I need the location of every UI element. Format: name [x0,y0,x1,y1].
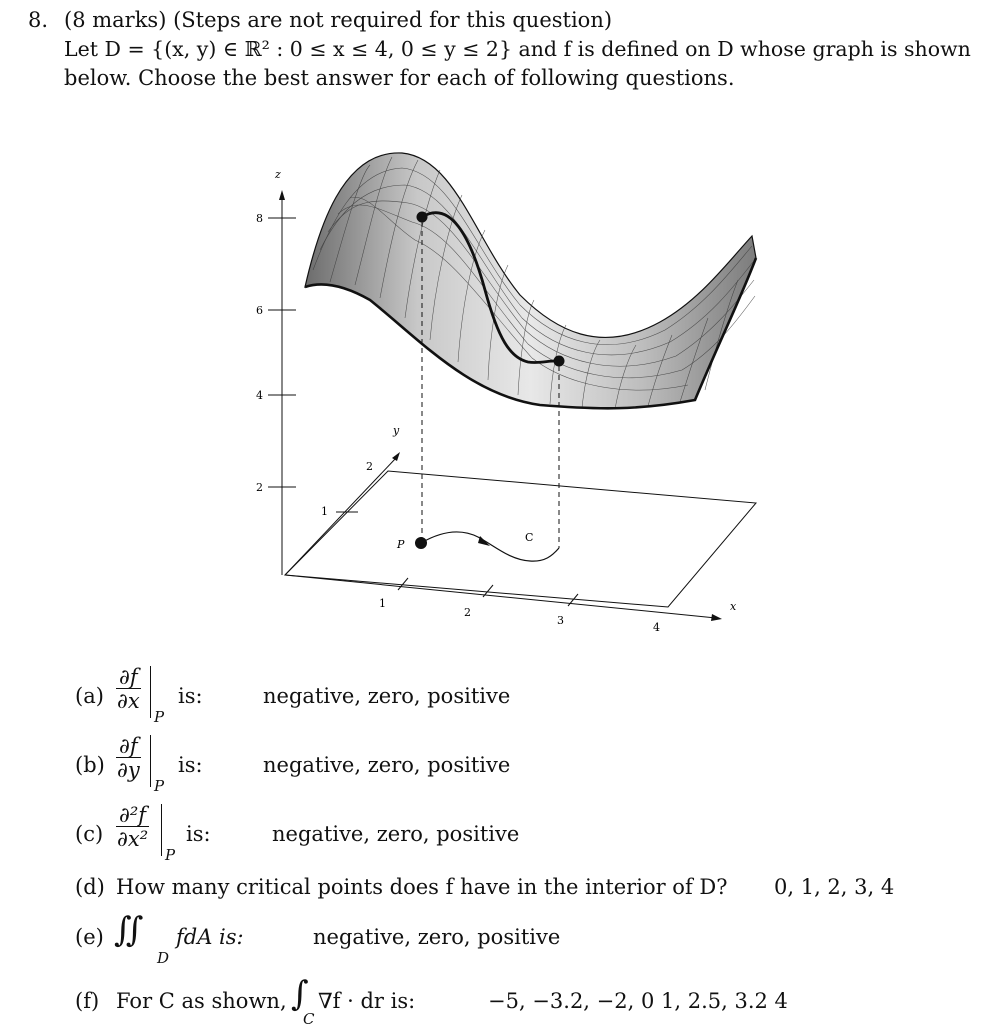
part-a-choices[interactable]: negative, zero, positive [263,684,511,708]
part-c-label: (c) [75,822,104,846]
question-line-1: Let D = {(x, y) ∈ ℝ² : 0 ≤ x ≤ 4, 0 ≤ y ≤ 2} and f is defined on D whose graph is shown [64,37,971,61]
point-p-label: P [397,538,405,551]
curve-c [421,532,559,561]
curve-c-label: C [525,531,534,544]
part-b-label: (b) [75,753,105,777]
question-marks: (8 marks) (Steps are not required for this question) [64,8,613,32]
part-d-label: (d) [75,875,105,899]
part-f-text-2: ∇f · dr is: [318,989,416,1013]
domain-plane [285,471,756,607]
part-b-choices[interactable]: negative, zero, positive [263,753,511,777]
surface [305,153,756,408]
curve-c-arrow [478,536,490,546]
z-tick-label-8: 8 [256,212,263,225]
x-tick-label-1: 1 [379,597,386,610]
x-tick-1 [398,578,408,590]
y-tick-label-2: 2 [366,460,373,473]
part-e-double-integral: ∫∫ [114,910,138,950]
part-c-denominator: ∂x² [117,827,149,852]
part-c-subscript: P [165,846,176,864]
part-e-choices[interactable]: negative, zero, positive [313,925,561,949]
part-b-denominator: ∂y [117,758,140,783]
part-f-choices[interactable]: −5, −3.2, −2, 0 1, 2.5, 3.2 4 [488,989,788,1013]
x-tick-label-4: 4 [653,621,660,634]
part-f-line-integral: ∫ [291,974,309,1014]
part-a-eval-bar [150,666,151,718]
x-axis-label: x [730,600,737,613]
part-b-numerator: ∂f [116,735,141,758]
z-axis-label: z [275,168,281,181]
y-axis-label: y [393,424,400,437]
part-d-text: How many critical points does f have in the interior of D? [116,875,728,899]
part-a-derivative [114,666,143,713]
y-tick-label-1: 1 [321,505,328,518]
part-b-subscript: P [154,777,165,795]
part-c-derivative [114,804,151,851]
part-f-label: (f) [75,989,100,1013]
part-d-choices[interactable]: 0, 1, 2, 3, 4 [774,875,895,899]
x-tick-label-2: 2 [464,606,471,619]
part-e-text: fdA is: [176,925,244,949]
part-c-is: is: [186,822,211,846]
part-c-eval-bar [161,804,162,856]
z-tick-label-4: 4 [256,389,263,402]
surface-point-end [554,356,565,367]
part-a-numerator: ∂f [116,666,141,689]
part-a-denominator: ∂x [117,689,140,714]
part-e-label: (e) [75,925,104,949]
part-b-derivative [114,735,143,782]
part-e-subscript: D [157,949,170,967]
part-c-numerator: ∂²f [116,804,149,827]
part-a-subscript: P [154,708,165,726]
z-tick-label-2: 2 [256,481,263,494]
y-axis [285,458,396,575]
surface-point-start [417,212,428,223]
part-a-label: (a) [75,684,104,708]
question-number: 8. [28,8,49,32]
x-axis [285,575,716,618]
question-line-2: below. Choose the best answer for each of following questions. [64,66,735,90]
part-a-is: is: [178,684,203,708]
part-f-text: For C as shown, [116,989,287,1013]
part-f-subscript: C [303,1010,315,1028]
part-b-eval-bar [150,735,151,787]
part-b-is: is: [178,753,203,777]
point-p [415,537,427,549]
part-c-choices[interactable]: negative, zero, positive [272,822,520,846]
z-tick-label-6: 6 [256,304,263,317]
x-tick-label-3: 3 [557,614,564,627]
